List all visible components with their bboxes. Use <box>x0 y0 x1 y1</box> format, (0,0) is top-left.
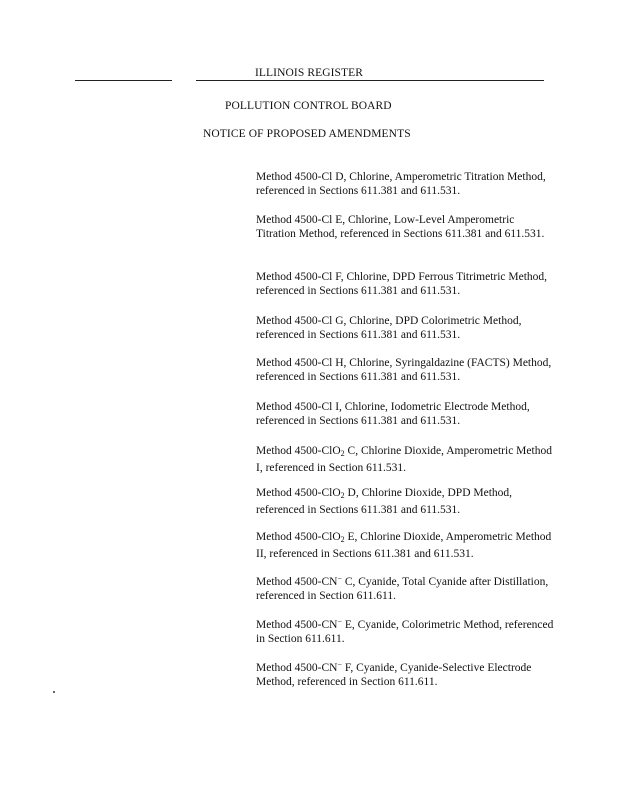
method-entry <box>256 615 556 647</box>
method-entry <box>256 270 556 299</box>
header-rule-right <box>196 80 544 81</box>
superscript: − <box>337 617 342 626</box>
page-mark <box>53 691 55 693</box>
method-entry <box>256 658 556 690</box>
method-entry-text: Method 4500-CN <box>256 619 338 631</box>
method-entry <box>256 572 556 604</box>
method-entry <box>256 356 556 385</box>
agency-name: POLLUTION CONTROL BOARD <box>225 100 392 112</box>
register-title: ILLINOIS REGISTER <box>255 67 364 79</box>
subscript: 2 <box>340 535 345 544</box>
method-entry <box>256 530 556 562</box>
method-entry <box>256 314 556 343</box>
subscript: 2 <box>340 491 345 500</box>
superscript: − <box>337 574 342 583</box>
superscript: − <box>337 660 342 669</box>
method-entry-text: Method 4500-CN <box>256 576 338 588</box>
method-entry-text: Method 4500-CN <box>256 662 338 674</box>
notice-heading: NOTICE OF PROPOSED AMENDMENTS <box>203 128 411 140</box>
method-entry <box>256 486 556 518</box>
method-entry-text: Method 4500-Cl G, Chlorine, DPD Colorimetric Method, referenced in Sections 611.381 and 611.531. <box>256 315 522 342</box>
method-entry-text-rest: C, Chlorine Dioxide, Amperometric Method I, referenced in Section 611.531. <box>256 445 552 475</box>
method-entry-text: Method 4500-Cl D, Chlorine, Amperometric Titration Method, referenced in Sections 611.381 and 611.531. <box>256 171 546 198</box>
method-entry-text: Method 4500-ClO <box>256 487 341 499</box>
method-entry <box>256 400 556 429</box>
method-entry-text: Method 4500-ClO <box>256 445 341 457</box>
method-entry <box>256 170 556 199</box>
method-entry-text: Method 4500-Cl F, Chlorine, DPD Ferrous Titrimetric Method, referenced in Sections 611.381 and 611.531. <box>256 271 548 298</box>
method-entry-text-rest: E, Chlorine Dioxide, Amperometric Method II, referenced in Sections 611.381 and 611.531. <box>256 531 552 561</box>
method-entry-text: Method 4500-ClO <box>256 531 341 543</box>
method-entry-text-rest: F, Cyanide, Cyanide-Selective Electrode Method, referenced in Section 611.611. <box>256 662 532 689</box>
method-entry-text-rest: D, Chlorine Dioxide, DPD Method, referenced in Sections 611.381 and 611.531. <box>256 487 513 517</box>
method-entry-text-rest: E, Cyanide, Colorimetric Method, referenced in Section 611.611. <box>256 619 554 646</box>
method-entry-text: Method 4500-Cl E, Chlorine, Low-Level Amperometric Titration Method, referenced in Sections 611.381 and 611.531. <box>256 214 545 241</box>
subscript: 2 <box>340 449 345 458</box>
method-entry-text: Method 4500-Cl H, Chlorine, Syringaldazine (FACTS) Method, referenced in Sections 611.381 and 611.531. <box>256 357 552 384</box>
method-entry <box>256 213 556 242</box>
method-entry <box>256 444 556 476</box>
method-entry-text: Method 4500-Cl I, Chlorine, Iodometric Electrode Method, referenced in Sections 611.381 and 611.531. <box>256 401 530 428</box>
method-entry-text-rest: C, Cyanide, Total Cyanide after Distillation, referenced in Section 611.611. <box>256 576 549 603</box>
header-rule-left <box>75 80 172 81</box>
